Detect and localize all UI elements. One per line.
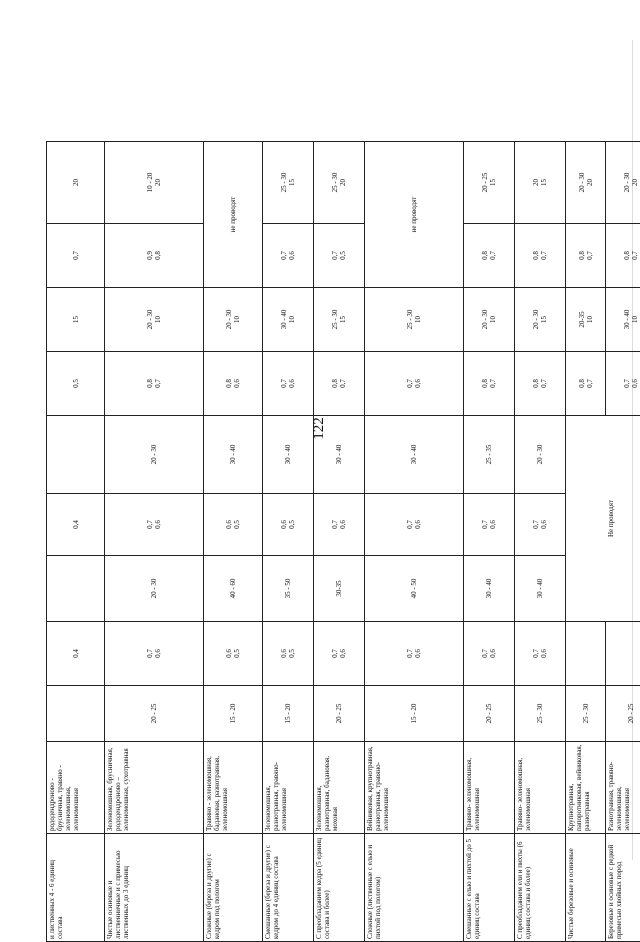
intensity-cell: 20 - 30 20 <box>566 142 606 224</box>
table-row <box>566 142 606 942</box>
density-cell: 0,7 0,5 <box>314 224 365 288</box>
age-cell: 15 - 20 <box>365 686 464 742</box>
intensity-cell: 30 - 40 <box>204 416 263 494</box>
density-cell: 0,8 0,7 <box>464 224 515 288</box>
density-cell: 0,8 0,7 <box>606 224 640 288</box>
header-cell: 0,4 <box>47 622 105 686</box>
group-cell: Смешанные (береза и другие) с кедром до 4 единиц состава <box>263 834 314 942</box>
density-cell: 0,7 0,6 <box>263 224 314 288</box>
species-cell: Зеленомошная, разнотравная, травяно- зеленомошная <box>263 742 314 834</box>
group-cell: Березовые и осиновые с редкой примесью хвойных пород <box>606 834 640 942</box>
density-cell: 0,8 0,7 <box>314 352 365 416</box>
density-cell: 0,8 0,6 <box>204 352 263 416</box>
intensity-cell: 25 - 30 20 <box>314 142 365 224</box>
age-cell: 20 - 25 <box>464 686 515 742</box>
group-cell: С преобладанием кедра (5 единиц состава и более) <box>314 834 365 942</box>
density-cell: 0,7 0,6 <box>464 494 515 556</box>
density-cell: 0,7 0,6 <box>365 494 464 556</box>
density-cell: 0,8 0,7 <box>105 352 204 416</box>
age-cell: 20 - 25 <box>105 686 204 742</box>
intensity-cell: 20 - 30 <box>515 416 566 494</box>
age-cell: 25 - 30 <box>566 686 606 742</box>
density-cell: 0,7 0,6 <box>105 494 204 556</box>
not-conducted-cell: Не проводят <box>566 416 640 622</box>
group-cell: и лиственных 4 - 6 единиц состава <box>47 834 105 942</box>
species-cell: Травяно- зеленомошная, зеленомошная <box>515 742 566 834</box>
intensity-cell: 30 - 40 <box>365 416 464 494</box>
intensity-cell: 25 - 35 <box>464 416 515 494</box>
density-cell: 0,6 0,5 <box>263 494 314 556</box>
rotated-table-sheet <box>46 142 526 942</box>
intensity-cell: 20 - 30 <box>105 416 204 494</box>
density-cell: 0,6 0,5 <box>204 622 263 686</box>
empty-cell <box>606 622 640 686</box>
intensity-cell: 30 - 40 10 <box>606 288 640 352</box>
density-cell: 0,7 0,6 <box>464 622 515 686</box>
empty-cell <box>566 622 606 686</box>
age-cell: 25 - 30 <box>515 686 566 742</box>
density-cell: 0,8 0,7 <box>464 352 515 416</box>
intensity-cell: 25 - 30 10 <box>365 288 464 352</box>
intensity-cell: 30 - 40 <box>314 416 365 494</box>
table-row <box>314 142 365 942</box>
group-cell: С преобладанием ели и пихты (6 единиц состава и более) <box>515 834 566 942</box>
group-cell: Смешанные с елью и пихтой до 5 единиц состава <box>464 834 515 942</box>
intensity-cell: 30 - 40 <box>515 556 566 622</box>
intensity-cell: 20 - 30 20 <box>606 142 640 224</box>
density-cell: 0,8 0,7 <box>566 352 606 416</box>
density-cell: 0,7 0,6 <box>263 352 314 416</box>
density-cell: 0,7 0,6 <box>515 622 566 686</box>
header-cell <box>47 416 105 494</box>
density-cell: 0,7 0,6 <box>105 622 204 686</box>
species-cell: Травяно- зеленомошная, зеленомошная <box>464 742 515 834</box>
density-cell: 0,8 0,7 <box>515 352 566 416</box>
intensity-cell: 10 - 20 20 <box>105 142 204 224</box>
header-cell: 20 <box>47 142 105 224</box>
table-row <box>263 142 314 942</box>
header-cell: 0,5 <box>47 352 105 416</box>
density-cell: 0,7 0,6 <box>314 494 365 556</box>
density-cell: 0,8 0,7 <box>515 224 566 288</box>
intensity-cell: 30 - 40 10 <box>263 288 314 352</box>
intensity-cell: 40 - 60 <box>204 556 263 622</box>
density-cell: 0,7 0,6 <box>515 494 566 556</box>
intensity-cell: 30 - 40 <box>263 416 314 494</box>
species-cell: Вейниковая, крупнотравная, разнотравная, травяно- зеленомошная <box>365 742 464 834</box>
age-cell: 15 - 20 <box>204 686 263 742</box>
header-cell: 0,7 <box>47 224 105 288</box>
intensity-cell: 20 - 30 <box>105 556 204 622</box>
species-cell: Разнотравная, травяно- зеленомошная, зеленомошная <box>606 742 640 834</box>
species-cell: Зеленомошная, разнотравная, бадановая, моховая <box>314 742 365 834</box>
table-row <box>204 142 263 942</box>
density-cell: 0,6 0,5 <box>263 622 314 686</box>
intensity-cell: 20 - 30 15 <box>515 288 566 352</box>
species-cell: рододендроново - брусничная, травяно - зеленомошная, зеленомошная <box>47 742 105 834</box>
density-cell: 0,9 0,8 <box>105 224 204 288</box>
density-cell: 0,7 0,6 <box>365 622 464 686</box>
intensity-cell: 20 - 25 15 <box>464 142 515 224</box>
header-cell: 15 <box>47 288 105 352</box>
age-cell: 20 - 25 <box>606 686 640 742</box>
table-row <box>105 142 204 942</box>
intensity-cell: 30 - 40 <box>464 556 515 622</box>
density-cell: 0,7 0,6 <box>314 622 365 686</box>
not-conducted-cell: не проводят <box>365 142 464 288</box>
table-row <box>47 142 105 942</box>
intensity-cell: 40 - 50 <box>365 556 464 622</box>
group-cell: Чистые березовые и осиновые <box>566 834 606 942</box>
intensity-cell: 25 - 30 15 <box>263 142 314 224</box>
table-row <box>515 142 566 942</box>
page-number: 122 <box>311 417 328 440</box>
group-cell: Чистые осиновые и лиственничные и с примесью лиственных до 3 единиц <box>105 834 204 942</box>
thinning-regime-table <box>46 141 640 942</box>
header-cell: 0,4 <box>47 494 105 556</box>
intensity-cell: 20-35 10 <box>566 288 606 352</box>
age-cell: 15 - 20 <box>263 686 314 742</box>
density-cell: 0,7 0,6 <box>365 352 464 416</box>
header-cell <box>47 556 105 622</box>
species-cell: Крупнотравная, папоротниковая, вейниковая, разнотравная <box>566 742 606 834</box>
intensity-cell: 30-35 <box>314 556 365 622</box>
intensity-cell: 20 - 30 10 <box>105 288 204 352</box>
group-cell: Сложные (береза и другие) с кедром под пологом <box>204 834 263 942</box>
age-cell <box>47 686 105 742</box>
species-cell: Травяно - зеленомошная, бадановая, разнотравная, зеленомошная <box>204 742 263 834</box>
table-row <box>464 142 515 942</box>
intensity-cell: 20 15 <box>515 142 566 224</box>
intensity-cell: 20 - 30 10 <box>464 288 515 352</box>
intensity-cell: 20 - 30 10 <box>204 288 263 352</box>
density-cell: 0,7 0,6 <box>606 352 640 416</box>
intensity-cell: 35 - 50 <box>263 556 314 622</box>
age-cell: 20 - 25 <box>314 686 365 742</box>
density-cell: 0,8 0,7 <box>566 224 606 288</box>
not-conducted-cell: не проводят <box>204 142 263 288</box>
density-cell: 0,6 0,5 <box>204 494 263 556</box>
intensity-cell: 25 - 30 15 <box>314 288 365 352</box>
group-cell: Сложные (лиственные с елью и пихтой под пологом) <box>365 834 464 942</box>
table-row <box>365 142 464 942</box>
species-cell: Зеленомошная, брусничная, рододендроново – зеленомошная, сухотравная <box>105 742 204 834</box>
